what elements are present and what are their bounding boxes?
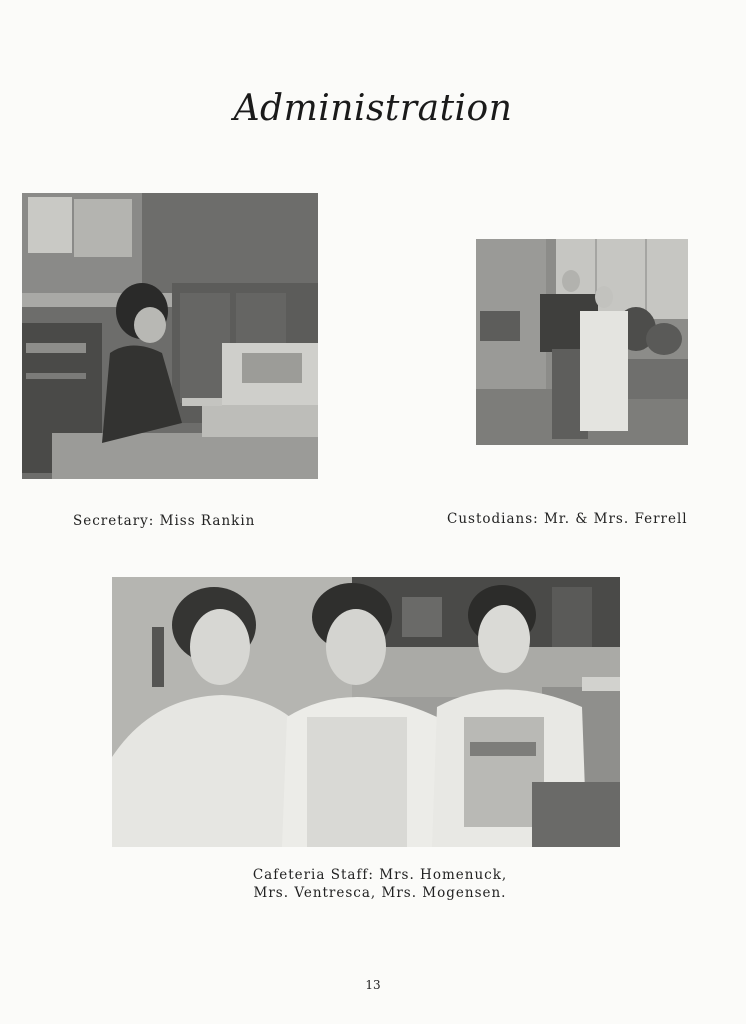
- page-title: Administration: [233, 88, 513, 129]
- cafeteria-photo: [112, 577, 620, 847]
- custodians-caption: Custodians: Mr. & Mrs. Ferrell: [447, 511, 688, 527]
- cafeteria-caption-line2: Mrs. Ventresca, Mrs. Mogensen.: [253, 885, 507, 901]
- secretary-photo: [22, 193, 318, 479]
- cafeteria-caption: [230, 866, 530, 902]
- cafeteria-caption-line1: Cafeteria Staff: Mrs. Homenuck,: [252, 867, 508, 883]
- custodians-photo: [476, 239, 688, 445]
- page-number: 13: [365, 978, 381, 992]
- secretary-caption: Secretary: Miss Rankin: [73, 513, 256, 529]
